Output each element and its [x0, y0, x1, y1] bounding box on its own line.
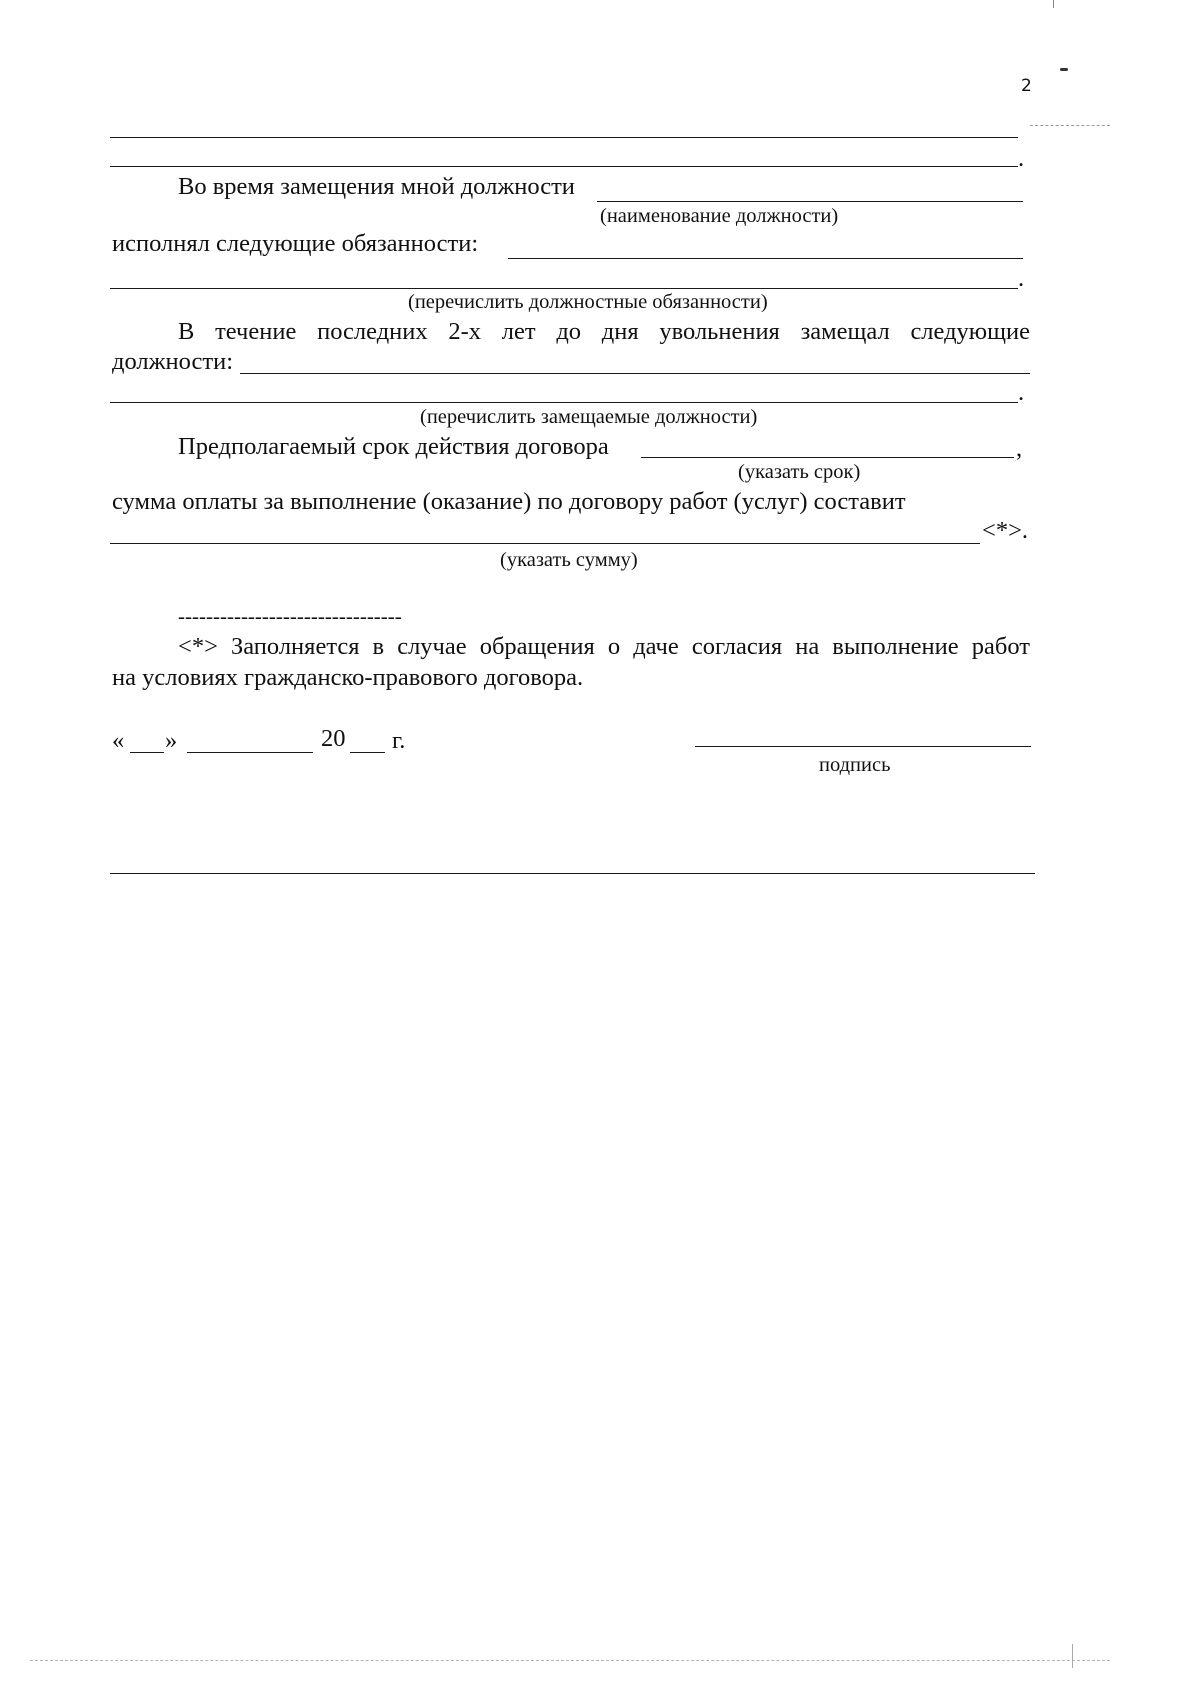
closing-line: [110, 873, 1035, 874]
previous-positions-line: [178, 317, 1030, 347]
previous-field-line: [240, 373, 1030, 374]
duties-field-line: [110, 288, 1018, 289]
previous-positions-word: замещал: [800, 318, 890, 345]
footnote-word: даче: [633, 633, 679, 660]
footnote-word: выполнение: [832, 633, 959, 660]
scan-artifact: [1030, 125, 1110, 126]
previous-caption: (перечислить замещаемые должности): [420, 406, 758, 428]
signature-line: [695, 746, 1031, 747]
line-end-mark: .: [1018, 265, 1025, 292]
footnote-word: о: [607, 633, 621, 660]
sum-end-mark: <*>.: [982, 517, 1029, 544]
footnote-separator: --------------------------------: [178, 604, 402, 628]
page-number: 2: [1021, 76, 1032, 96]
scan-artifact: [30, 1660, 1110, 1661]
sum-field-line: [110, 543, 980, 544]
previous-positions-word: последних: [317, 318, 428, 345]
previous-field-line: [110, 402, 1018, 403]
year-field-line: [350, 752, 385, 753]
previous-positions-word: дня: [601, 318, 639, 345]
position-label: Во время замещения мной должности: [178, 173, 575, 200]
term-label: Предполагаемый срок действия договора: [178, 433, 609, 460]
footnote-word: случае: [397, 633, 467, 660]
sum-caption: (указать сумму): [500, 549, 638, 571]
previous-positions-word: течение: [215, 318, 297, 345]
line-end-mark: .: [1018, 145, 1025, 172]
position-caption: (наименование должности): [600, 205, 839, 227]
footnote-word: <*>: [178, 633, 218, 660]
year-prefix: 20: [321, 725, 346, 752]
date-close-quote: »: [165, 727, 178, 754]
duties-caption: (перечислить должностные обязанности): [408, 291, 768, 313]
signature-caption: подпись: [819, 754, 891, 776]
footnote-line-2: на условиях гражданско-правового договора.: [112, 664, 584, 691]
previous-positions-word: увольнения: [659, 318, 780, 345]
footnote-word: Заполняется: [230, 633, 360, 660]
previous-positions-word: В: [178, 318, 195, 345]
footnote-word: на: [795, 633, 820, 660]
previous-positions-word: следующие: [910, 318, 1030, 345]
previous-positions-label: должности:: [112, 348, 234, 375]
previous-positions-word: лет: [501, 318, 536, 345]
term-field-line: [641, 457, 1014, 458]
day-field-line: [130, 752, 164, 753]
scan-artifact: [1072, 1644, 1073, 1668]
term-end-mark: ,: [1016, 435, 1023, 462]
footnote-word: работ: [971, 633, 1030, 660]
position-field-line: [597, 201, 1023, 202]
blank-line: [110, 137, 1018, 138]
scan-artifact: [1053, 0, 1054, 8]
year-suffix: г.: [392, 727, 406, 754]
line-end-mark: .: [1018, 379, 1025, 406]
month-field-line: [187, 752, 313, 753]
date-open-quote: «: [112, 727, 125, 754]
footnote-word: в: [372, 633, 385, 660]
previous-positions-word: до: [556, 318, 582, 345]
scan-artifact: [1060, 68, 1068, 71]
previous-positions-word: 2-х: [448, 318, 482, 345]
term-caption: (указать срок): [738, 461, 861, 483]
footnote-word: согласия: [691, 633, 783, 660]
duties-field-line: [508, 258, 1023, 259]
sum-text: сумма оплаты за выполнение (оказание) по договору работ (услуг) составит: [112, 488, 906, 515]
blank-line: [110, 166, 1018, 167]
footnote-word: обращения: [479, 633, 595, 660]
footnote-line: [178, 632, 1030, 662]
duties-label: исполнял следующие обязанности:: [112, 230, 479, 257]
